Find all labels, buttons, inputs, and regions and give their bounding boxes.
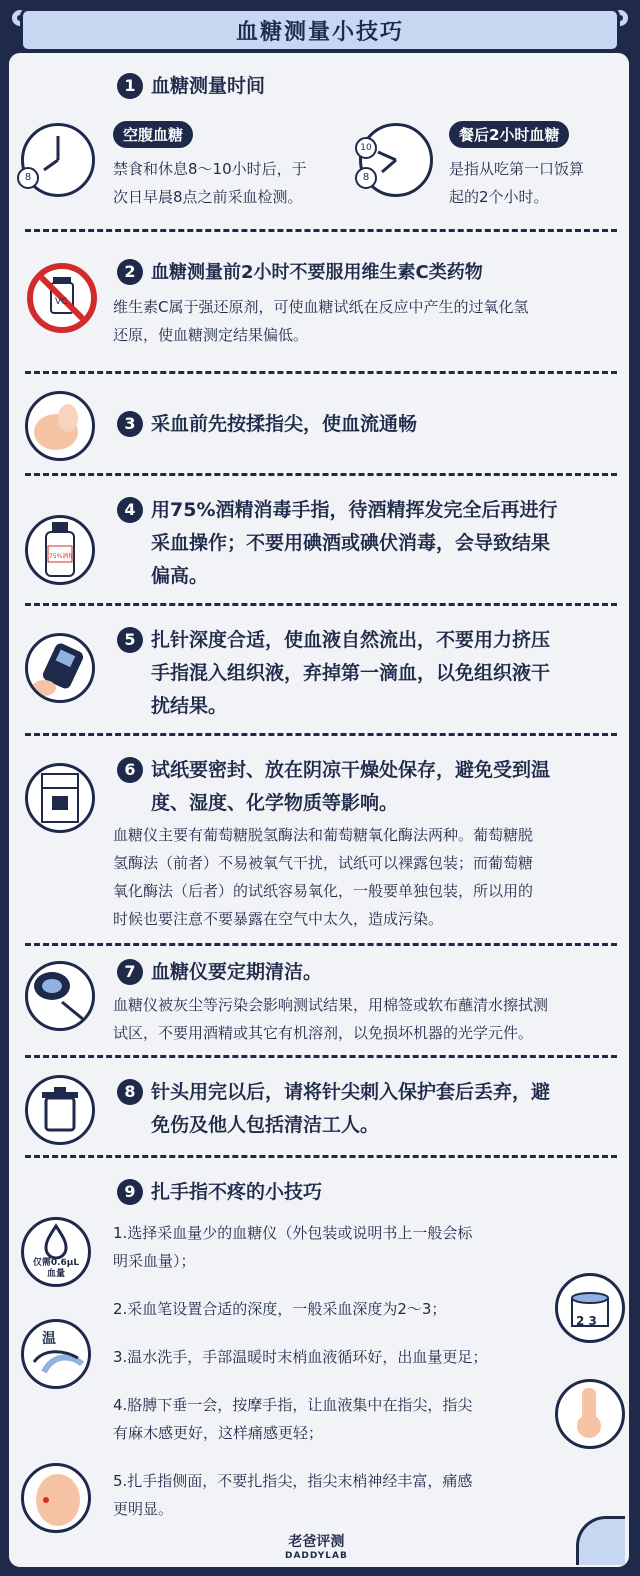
- section-body: [113, 821, 533, 933]
- text-line: 1.选择采血量少的血糖仪（外包装或说明书上一般会标: [113, 1224, 473, 1242]
- drop-label-line: 血量: [46, 1269, 65, 1279]
- heading-line: 扰结果。: [151, 695, 228, 717]
- page-title: 血糖测量小技巧: [235, 19, 404, 45]
- section-heading: [151, 624, 550, 723]
- tip-2: [113, 1295, 446, 1323]
- text-line: 明采血量）；: [113, 1252, 196, 1270]
- fasting-text: [113, 155, 307, 211]
- section-heading: 血糖仪要定期清洁。: [151, 961, 323, 983]
- divider: [25, 229, 617, 232]
- text-line: 起的2个小时。: [449, 188, 549, 206]
- section-heading: 血糖测量时间: [151, 75, 266, 97]
- text-line: 3.温水洗手，手部温暖时末梢血液循环好，出血量更足；: [113, 1348, 488, 1366]
- section-number: 5: [117, 627, 143, 653]
- divider: [25, 371, 617, 374]
- page-curl: [576, 1516, 625, 1565]
- section-heading: 扎手指不疼的小技巧: [151, 1181, 323, 1203]
- section-number: 3: [117, 411, 143, 437]
- heading-line: 试纸要密封、放在阴凉干燥处保存，避免受到温: [151, 759, 551, 781]
- postmeal-text: [449, 155, 584, 211]
- section-number: 4: [117, 497, 143, 523]
- section-body: [113, 293, 528, 349]
- no-vitamin-c-icon: [27, 263, 97, 333]
- section-heading: [151, 494, 557, 593]
- section-number: 6: [117, 757, 143, 783]
- text-line: 5.扎手指侧面，不要扎指尖，指尖末梢神经丰富，痛感: [113, 1472, 473, 1490]
- trash-can-icon: [25, 1075, 95, 1145]
- warm-label: 温: [42, 1331, 56, 1347]
- clock-label: 10: [355, 137, 377, 159]
- heading-line: 针头用完以后，请将针尖刺入保护套后丢弃，避: [151, 1081, 551, 1103]
- section-number: 2: [117, 259, 143, 285]
- text-line: 试区，不要用酒精或其它有机溶剂，以免损坏机器的光学元件。: [113, 1024, 534, 1042]
- section-number: 9: [117, 1179, 143, 1205]
- finger-side-icon: [21, 1463, 91, 1533]
- heading-line: 采血操作；不要用碘酒或碘伏消毒，会导致结果: [151, 532, 551, 554]
- drop-label-line: 仅需0.6μL: [32, 1258, 80, 1268]
- text-line: 禁食和休息8～10小时后，于: [113, 160, 307, 178]
- vc-label: VC: [55, 297, 68, 307]
- alcohol-bottle-icon: [25, 515, 95, 585]
- text-line: 2.采血笔设置合适的深度，一般采血深度为2～3；: [113, 1300, 447, 1318]
- text-line: 氢酶法（前者）不易被氧气干扰，试纸可以裸露包装；而葡萄糖: [113, 854, 534, 872]
- blood-drop-icon: [21, 1217, 91, 1287]
- drop-label: [26, 1258, 86, 1280]
- glucometer-icon: [25, 633, 95, 703]
- fasting-label: 空腹血糖: [113, 121, 193, 148]
- section-heading: [151, 754, 550, 820]
- brand-sub: DADDYLAB: [285, 1551, 348, 1561]
- heading-line: 用75%酒精消毒手指，待酒精挥发完全后再进行: [151, 499, 558, 521]
- content-panel: [6, 50, 632, 1570]
- divider: [25, 1155, 617, 1158]
- divider: [25, 603, 617, 606]
- section-number: 7: [117, 959, 143, 985]
- section-heading: [151, 1076, 550, 1142]
- alcohol-label: 75%酒精: [49, 553, 75, 560]
- text-line: 血糖仪主要有葡萄糖脱氢酶法和葡萄糖氧化酶法两种。葡萄糖脱: [113, 826, 534, 844]
- text-line: 更明显。: [113, 1500, 174, 1518]
- lancet-depth-icon: [555, 1273, 625, 1343]
- title-banner: [20, 8, 620, 52]
- tip-5: [113, 1467, 472, 1523]
- text-line: 次日早晨8点之前采血检测。: [113, 188, 303, 206]
- section-body: [113, 991, 548, 1047]
- heading-line: 扎针深度合适，使血液自然流出，不要用力挤压: [151, 629, 551, 651]
- depth-label: 2 3: [576, 1314, 597, 1328]
- divider: [25, 733, 617, 736]
- text-line: 氧化酶法（后者）的试纸容易氧化，一般要单独包装，所以用的: [113, 882, 534, 900]
- text-line: 时候也要注意不要暴露在空气中太久，造成污染。: [113, 910, 444, 928]
- divider: [25, 1055, 617, 1058]
- heading-line: 偏高。: [151, 565, 209, 587]
- divider: [25, 473, 617, 476]
- brand-logo: [285, 1535, 348, 1563]
- storage-icon: [25, 763, 95, 833]
- text-line: 有麻木感更好，这样痛感更轻；: [113, 1424, 324, 1442]
- finger-massage-icon: [25, 391, 95, 461]
- warm-water-icon: [21, 1319, 91, 1389]
- divider: [25, 943, 617, 946]
- text-line: 还原，使血糖测定结果偏低。: [113, 326, 309, 344]
- text-line: 维生素C属于强还原剂，可使血糖试纸在反应中产生的过氧化氢: [113, 298, 529, 316]
- text-line: 4.胳膊下垂一会，按摩手指，让血液集中在指尖，指尖: [113, 1396, 473, 1414]
- tip-1: [113, 1219, 472, 1275]
- cleaning-icon: [25, 961, 95, 1031]
- hand-down-icon: [555, 1379, 625, 1449]
- text-line: 是指从吃第一口饭算: [449, 160, 585, 178]
- clock-label: 8: [17, 167, 39, 189]
- heading-line: 手指混入组织液，弃掉第一滴血，以免组织液干: [151, 662, 551, 684]
- clock-label: 8: [355, 167, 377, 189]
- tip-3: [113, 1343, 487, 1371]
- text-line: 血糖仪被灰尘等污染会影响测试结果，用棉签或软布蘸清水擦拭测: [113, 996, 549, 1014]
- heading-line: 免伤及他人包括清洁工人。: [151, 1114, 380, 1136]
- section-heading: 采血前先按揉指尖，使血流通畅: [151, 413, 418, 435]
- section-number: 8: [117, 1079, 143, 1105]
- section-heading: 血糖测量前2小时不要服用维生素C类药物: [151, 262, 483, 283]
- heading-line: 度、湿度、化学物质等影响。: [151, 792, 399, 814]
- section-number: 1: [117, 73, 143, 99]
- tip-4: [113, 1391, 472, 1447]
- brand-name: 老爸评测: [288, 1534, 345, 1550]
- postmeal-label: 餐后2小时血糖: [449, 121, 569, 148]
